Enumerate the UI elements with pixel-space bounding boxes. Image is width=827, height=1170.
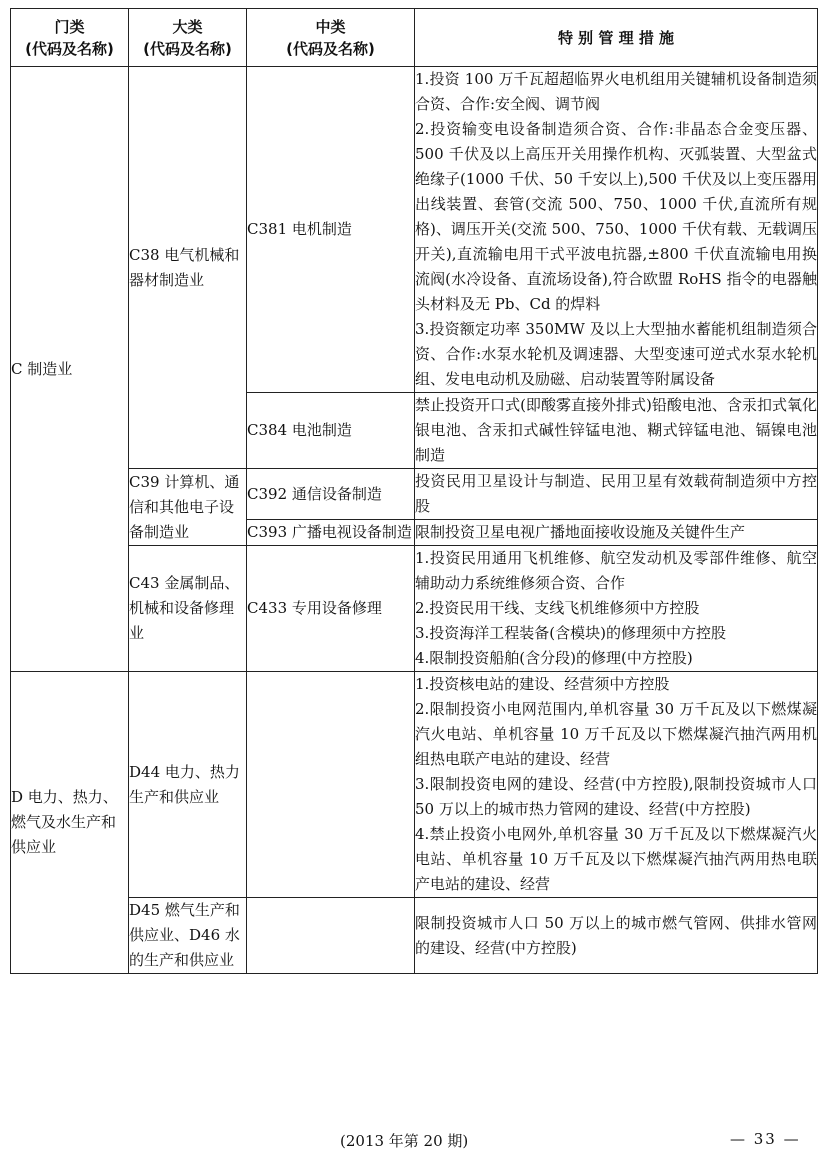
table-row — [11, 898, 818, 974]
measures-cell — [415, 898, 818, 974]
measure-item: 禁止投资开口式(即酸雾直接外排式)铅酸电池、含汞扣式氧化银电池、含汞扣式碱性锌锰电池、糊式锌锰电池、镉镍电池制造 — [415, 396, 817, 464]
measure-item: 3.投资额定功率 350MW 及以上大型抽水蓄能机组制造须合资、合作:水泵水轮机及调速器、大型变速可逆式水泵水轮机组、发电电动机及励磁、启动装置等附属设备 — [415, 320, 817, 388]
measure-item: 2.限制投资小电网范围内,单机容量 30 万千瓦及以下燃煤凝汽火电站、单机容量 10 万千瓦及以下燃煤凝汽抽汽两用机组热电联产电站的建设、经营 — [415, 700, 817, 768]
measures-cell — [415, 546, 818, 672]
major-cell: D44 电力、热力生产和供应业 — [129, 672, 247, 898]
measure-item: 投资民用卫星设计与制造、民用卫星有效载荷制造须中方控股 — [415, 472, 817, 515]
table-row — [11, 67, 818, 393]
measure-item: 1.投资 100 万千瓦超超临界火电机组用关键辅机设备制造须合资、合作:安全阀、调节阀 — [415, 70, 817, 113]
major-cell: C38 电气机械和器材制造业 — [129, 67, 247, 469]
door-cell: D 电力、热力、燃气及水生产和供应业 — [11, 672, 129, 974]
measures-cell — [415, 67, 818, 393]
measure-item: 4.禁止投资小电网外,单机容量 30 万千瓦及以下燃煤凝汽火电站、单机容量 10 万千瓦及以下燃煤凝汽抽汽两用热电联产电站的建设、经营 — [415, 825, 817, 893]
measure-item: 2.投资输变电设备制造须合资、合作:非晶态合金变压器、500 千伏及以上高压开关用操作机构、灭弧装置、大型盆式绝缘子(1000 千伏、50 千安以上),500 千伏及以上变压器用出线装置、套管(交流 500、750、1000 千伏,直流所有规格)、调压开关(交流 500、750、1000 千伏有载、无载调压开关),直流输电用干式平波电抗器,±800 千伏直流输电用换流阀(水冷设备、直流场设备),符合欧盟 RoHS 指令的电器触头材料及无 Pb、Cd 的焊料 — [415, 120, 817, 313]
door-cell: C 制造业 — [11, 67, 129, 672]
major-cell: D45 燃气生产和供应业、D46 水的生产和供应业 — [129, 898, 247, 974]
mid-cell — [247, 898, 415, 974]
measures-cell — [415, 520, 818, 546]
measures-cell — [415, 393, 818, 469]
measures-cell — [415, 672, 818, 898]
measure-item: 限制投资卫星电视广播地面接收设施及关键件生产 — [415, 523, 746, 541]
mid-cell: C381 电机制造 — [247, 67, 415, 393]
measure-item: 2.投资民用干线、支线飞机维修须中方控股 — [415, 599, 700, 617]
measure-item: 1.投资核电站的建设、经营须中方控股 — [415, 675, 670, 693]
mid-cell — [247, 672, 415, 898]
table-row — [11, 469, 818, 520]
mid-cell: C433 专用设备修理 — [247, 546, 415, 672]
table-row — [11, 672, 818, 898]
measure-item: 3.投资海洋工程装备(含模块)的修理须中方控股 — [415, 624, 727, 642]
header-major: 大类 (代码及名称) — [129, 9, 247, 67]
table-row — [11, 546, 818, 672]
header-measures: 特 别 管 理 措 施 — [415, 9, 818, 67]
special-measures-table — [10, 8, 818, 974]
table-header-row — [11, 9, 818, 67]
header-mid: 中类 (代码及名称) — [247, 9, 415, 67]
measure-item: 限制投资城市人口 50 万以上的城市燃气管网、供排水管网的建设、经营(中方控股) — [415, 913, 817, 957]
mid-cell: C392 通信设备制造 — [247, 469, 415, 520]
measure-item: 4.限制投资船舶(含分段)的修理(中方控股) — [415, 649, 693, 667]
measures-cell — [415, 469, 818, 520]
measure-item: 1.投资民用通用飞机维修、航空发动机及零部件维修、航空辅助动力系统维修须合资、合作 — [415, 549, 817, 592]
major-cell: C43 金属制品、机械和设备修理业 — [129, 546, 247, 672]
measure-item: 3.限制投资电网的建设、经营(中方控股),限制投资城市人口 50 万以上的城市热力管网的建设、经营(中方控股) — [415, 775, 817, 818]
mid-cell: C384 电池制造 — [247, 393, 415, 469]
page-number: — 33 — — [730, 1130, 801, 1148]
issue-label: (2013 年第 20 期) — [340, 1132, 469, 1150]
mid-cell: C393 广播电视设备制造 — [247, 520, 415, 546]
major-cell: C39 计算机、通信和其他电子设备制造业 — [129, 469, 247, 546]
header-door: 门类 (代码及名称) — [11, 9, 129, 67]
